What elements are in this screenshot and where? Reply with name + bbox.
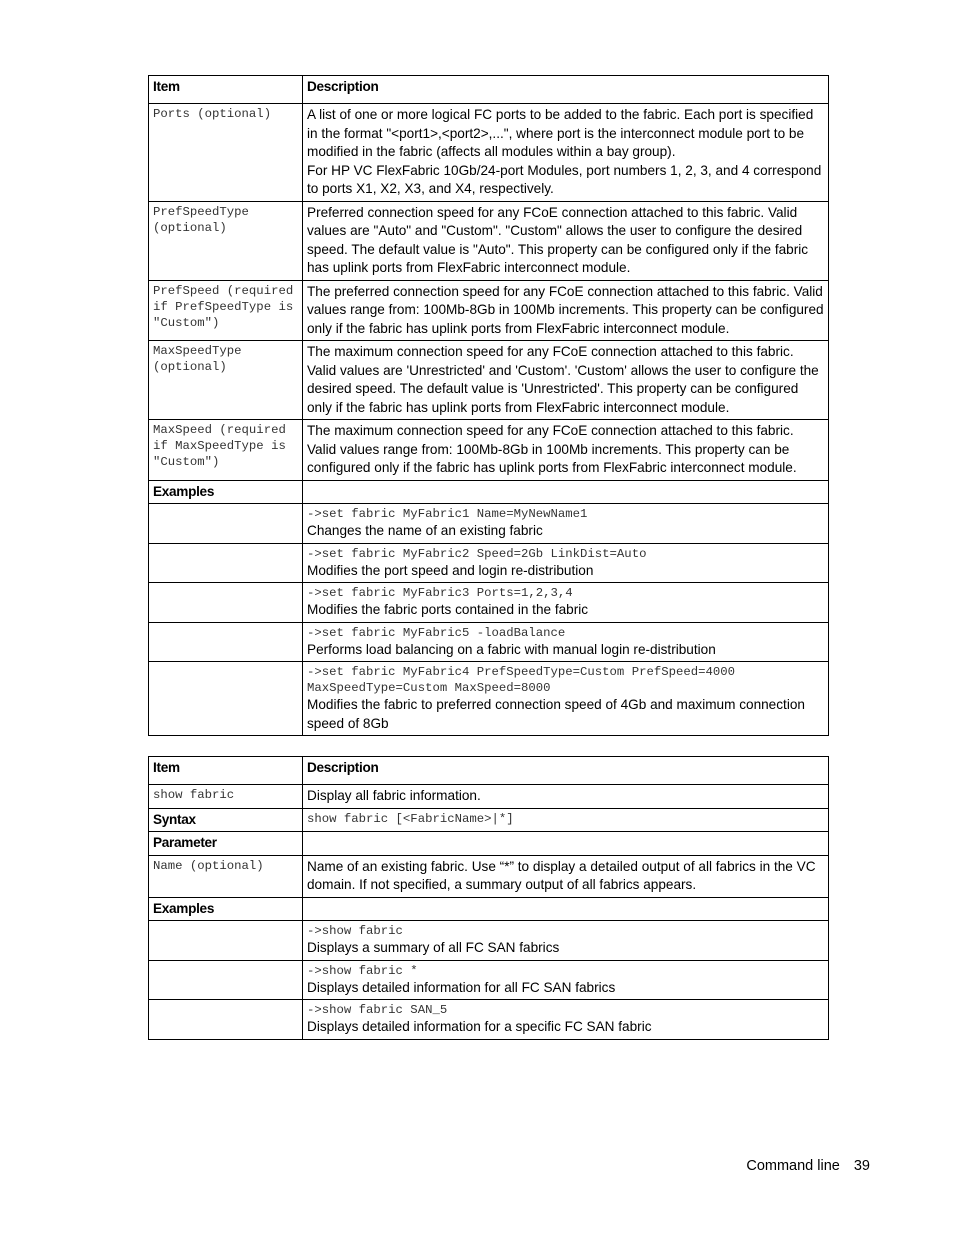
- example-command: ->show fabric *: [307, 963, 418, 978]
- examples-header-row: [149, 897, 829, 921]
- example-row: [149, 583, 829, 623]
- example-command: ->set fabric MyFabric5 -loadBalance: [307, 625, 566, 640]
- example-description: Changes the name of an existing fabric: [307, 523, 543, 538]
- example-command: ->set fabric MyFabric3 Ports=1,2,3,4: [307, 586, 573, 600]
- table-header-row: [149, 76, 829, 104]
- example-description: Displays detailed information for a specific FC SAN fabric: [307, 1019, 652, 1034]
- example-command: ->show fabric SAN_5: [307, 1003, 448, 1017]
- command-name: show fabric: [153, 788, 235, 802]
- description-prefspeed: The preferred connection speed for any FCoE connection attached to this fabric. Valid values range from: 100Mb-8Gb in 100Mb increments. This property can be configured only if the fabric has uplink ports from FlexFabric interconnect module.: [307, 283, 824, 336]
- example-description: Displays detailed information for all FC SAN fabrics: [307, 979, 616, 995]
- example-row: [149, 1000, 829, 1040]
- examples-label: Examples: [149, 897, 303, 921]
- header-item: Item: [149, 757, 303, 785]
- example-row: [149, 662, 829, 736]
- example-command: ->show fabric: [307, 924, 403, 938]
- example-description: Modifies the fabric ports contained in the fabric: [307, 602, 589, 617]
- table-row: [149, 201, 829, 280]
- description-maxspeedtype: The maximum connection speed for any FCoE connection attached to this fabric. Valid values are 'Unrestricted' and 'Custom'. 'Custom' allows the user to configure the desired speed. The default value is 'Unrestricted'. This property can be configured only if the fabric has uplink ports from FlexFabric interconnect module.: [307, 344, 819, 415]
- page-footer: [732, 1158, 870, 1174]
- example-command: ->set fabric MyFabric1 Name=MyNewName1: [307, 507, 588, 521]
- table-row: [149, 785, 829, 809]
- table-header-row: [149, 757, 829, 785]
- syntax-value: show fabric [<FabricName>|*]: [307, 811, 514, 826]
- command-description: Display all fabric information.: [307, 788, 481, 803]
- parameter-header-row: [149, 832, 829, 856]
- example-command: ->set fabric MyFabric2 Speed=2Gb LinkDist=Auto: [307, 546, 647, 561]
- examples-header-row: [149, 480, 829, 504]
- parameter-name: Name (optional): [153, 858, 264, 873]
- set-fabric-table: [148, 75, 829, 736]
- item-ports: Ports (optional): [153, 107, 272, 121]
- header-description: Description: [303, 76, 829, 104]
- example-row: [149, 921, 829, 961]
- item-prefspeed: PrefSpeed (required if PrefSpeedType is "Custom"): [153, 283, 301, 330]
- example-description: Modifies the fabric to preferred connection speed of 4Gb and maximum connection speed of 8Gb: [307, 697, 805, 731]
- example-description: Displays a summary of all FC SAN fabrics: [307, 940, 560, 955]
- item-maxspeed: MaxSpeed (required if MaxSpeedType is "Custom"): [153, 423, 294, 469]
- syntax-row: [149, 808, 829, 832]
- item-prefspeedtype: PrefSpeedType (optional): [153, 204, 257, 235]
- item-maxspeedtype: MaxSpeedType (optional): [153, 344, 249, 374]
- example-row: [149, 960, 829, 1000]
- show-fabric-table: [148, 756, 829, 1040]
- example-row: [149, 622, 829, 662]
- syntax-label: Syntax: [149, 808, 303, 832]
- example-row: [149, 504, 829, 544]
- table-row: [149, 855, 829, 897]
- description-ports: A list of one or more logical FC ports to be added to the fabric. Each port is specified in the format "<port1>,<port2>,...", where port is the interconnect module port to be modified in the fabric (affects all modules within a bay group). For HP VC FlexFabric 10Gb/24-port Modules, port numbers 1, 2, 3, and 4 correspond to ports X1, X2, X3, and X4, respectively.: [307, 107, 822, 196]
- parameter-description: Name of an existing fabric. Use “*” to display a detailed output of all fabrics in the VC domain. If not specified, a summary output of all fabrics appears.: [307, 858, 816, 892]
- parameter-label: Parameter: [149, 832, 303, 856]
- example-description: Modifies the port speed and login re-distribution: [307, 562, 594, 578]
- example-command: ->set fabric MyFabric4 PrefSpeedType=Custom PrefSpeed=4000 MaxSpeedType=Custom MaxSpeed=8000: [307, 665, 736, 695]
- table-row: [149, 280, 829, 341]
- table-row: [149, 341, 829, 420]
- page-number: 39: [853, 1158, 870, 1174]
- description-maxspeed: The maximum connection speed for any FCoE connection attached to this fabric. Valid values range from: 100Mb-8Gb in 100Mb increments. This property can be configured only if the fabric has uplink ports from FlexFabric interconnect module.: [307, 423, 797, 475]
- example-row: [149, 543, 829, 583]
- header-description: Description: [303, 757, 829, 785]
- header-item: Item: [149, 76, 303, 104]
- description-prefspeedtype: Preferred connection speed for any FCoE connection attached to this fabric. Valid values are "Auto" and "Custom". "Custom" allows the user to configure the desired speed. The default value is "Auto". This property can be configured only if the fabric has uplink ports from FlexFabric interconnect module.: [307, 204, 809, 275]
- table-row: [149, 104, 829, 202]
- examples-label: Examples: [149, 480, 303, 504]
- example-description: Performs load balancing on a fabric with manual login re-distribution: [307, 641, 716, 657]
- footer-section: Command line: [746, 1158, 840, 1174]
- table-row: [149, 420, 829, 481]
